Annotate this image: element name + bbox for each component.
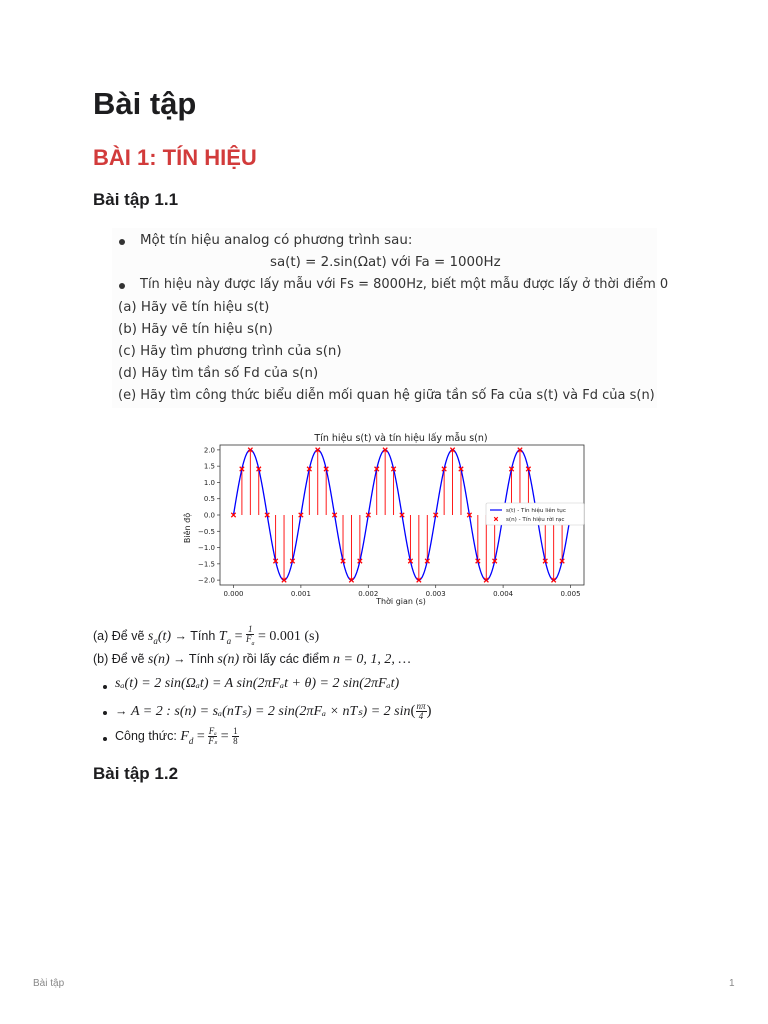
- chart-plot-area: [198, 445, 584, 598]
- exercise-heading-1-2: Bài tập 1.2: [93, 764, 179, 783]
- solution-b-arrow: → Tính: [169, 652, 218, 666]
- frac-num: Fₐ: [208, 726, 217, 736]
- y-tick-label: −1.0: [198, 544, 215, 553]
- solution-a: [93, 625, 319, 649]
- bullet-dot: [103, 685, 107, 689]
- math-s: s: [147, 629, 154, 645]
- solution-b-math-1: s(n): [147, 652, 170, 667]
- solution-a-arrow: → Tính: [171, 629, 219, 644]
- solution-a-math-s: [148, 629, 171, 644]
- y-tick-label: 0.5: [203, 495, 215, 504]
- math-eq: =: [231, 629, 246, 645]
- bullet-2-arrow: →: [115, 703, 131, 718]
- legend-label-continuous: s(t) - Tín hiệu liên tục: [506, 508, 566, 514]
- frac-den-text: F: [245, 634, 252, 644]
- x-tick-label: 0.005: [560, 590, 581, 598]
- solution-b-mid: rồi lấy các điểm: [239, 652, 333, 666]
- frac-num: nπ: [416, 701, 426, 711]
- legend-label-discrete: s(n) - Tín hiệu rời rạc: [506, 517, 565, 523]
- y-tick-label: 1.5: [203, 462, 215, 471]
- solution-b: [93, 652, 411, 668]
- solution-bullet-1: [115, 676, 399, 692]
- problem-item-e: (e) Hãy tìm công thức biểu diễn mối quan hệ giữa tần số Fa của s(t) và Fd của s(n): [118, 388, 655, 403]
- math-sub: d: [188, 735, 194, 746]
- x-tick-label: 0.002: [358, 590, 379, 598]
- problem-line-2: sa(t) = 2.sin(Ωat) với Fa = 1000Hz: [270, 255, 501, 270]
- exercise-heading-1-1: Bài tập 1.1: [93, 190, 179, 209]
- paren-open: (: [410, 702, 416, 719]
- section-title: BÀI 1: TÍN HIỆU: [93, 145, 257, 170]
- problem-line-3: Tín hiệu này được lấy mẫu với Fs = 8000Hz, biết một mẫu được lấy ở thời điểm 0: [140, 277, 669, 292]
- page-title: Bài tập: [93, 86, 197, 121]
- x-tick-label: 0.000: [223, 590, 244, 598]
- y-tick-label: 1.0: [203, 478, 215, 487]
- math-F: F: [180, 728, 189, 744]
- problem-line-1: Một tín hiệu analog có phương trình sau:: [140, 233, 413, 248]
- fraction-Fa-over-Fs: [208, 727, 217, 746]
- x-tick-label: 0.003: [425, 590, 446, 598]
- x-tick-label: 0.001: [290, 590, 311, 598]
- y-tick-label: 0.0: [203, 511, 215, 520]
- x-tick-label: 0.004: [493, 590, 514, 598]
- solution-a-math-T: [219, 629, 231, 644]
- solution-bullet-2: [115, 702, 432, 721]
- frac-num: 1: [233, 726, 238, 736]
- bullet-dot: [103, 711, 107, 715]
- fraction-1-over-8: [232, 727, 239, 746]
- bullet-3-prefix: Công thức:: [115, 728, 181, 743]
- problem-item-d: (d) Hãy tìm tần số Fd của s(n): [118, 366, 319, 381]
- problem-item-a: (a) Hãy vẽ tín hiệu s(t): [118, 300, 270, 315]
- bullet-2-math: A = 2 : s(n) = sₐ(nTₛ) = 2 sin(2πFₐ × nTₛ) = 2 sin: [130, 703, 411, 719]
- math-eq: =: [193, 728, 209, 744]
- math-t: (t): [157, 629, 172, 645]
- fraction-npi-over-4: [416, 702, 427, 721]
- bullet-dot: [103, 737, 107, 741]
- solution-b-math-3: n = 0, 1, 2, …: [332, 652, 411, 667]
- paren-close: ): [426, 702, 432, 719]
- frac-num: 1: [247, 624, 253, 634]
- frac-den: 8: [233, 736, 238, 746]
- footer-page-number: 1: [729, 978, 735, 989]
- chart-title: Tín hiệu s(t) và tín hiệu lấy mẫu s(n): [314, 433, 488, 444]
- y-tick-label: −0.5: [198, 527, 215, 536]
- y-tick-label: 2.0: [203, 446, 215, 455]
- bullet-dot: [119, 239, 125, 245]
- solution-b-prefix: (b) Để vẽ: [93, 652, 148, 666]
- signal-chart-svg: [180, 425, 590, 610]
- frac-den: Fₛ: [208, 736, 218, 746]
- solution-bullet-3: Công thức: $F_d$ = $\frac{\text{Fₐ}}{\text{Fₛ}}$ = $\frac{1}{8}$: [115, 726, 238, 746]
- y-tick-label: −2.0: [198, 576, 215, 585]
- math-sub: a: [226, 636, 232, 646]
- bullet-1-math: sₐ(t) = 2 sin(Ωₐt) = A sin(2πFₐt + θ) = 2 sin(2πFₐt): [115, 676, 400, 691]
- chart-xlabel: Thời gian (s): [376, 597, 426, 606]
- frac-den: 4: [418, 711, 424, 721]
- math-Fd: [180, 729, 193, 744]
- solution-a-prefix: (a) Để vẽ: [93, 629, 148, 644]
- math-sub: a: [153, 636, 158, 646]
- signal-chart: [180, 425, 590, 610]
- solution-b-math-2: s(n): [217, 652, 240, 667]
- bullet-dot: [119, 283, 125, 289]
- problem-item-c: (c) Hãy tìm phương trình của s(n): [118, 344, 342, 359]
- chart-ylabel: Biên độ: [183, 512, 192, 544]
- y-tick-label: −1.5: [198, 560, 215, 569]
- problem-item-b: (b) Hãy vẽ tín hiệu s(n): [118, 322, 273, 337]
- problem-statement-image: [112, 228, 669, 408]
- math-T: T: [218, 629, 227, 645]
- solution-a-result: = 0.001 (s): [254, 629, 320, 645]
- footer-doc-title: Bài tập: [33, 978, 65, 989]
- frac-den-sub: a: [251, 640, 255, 647]
